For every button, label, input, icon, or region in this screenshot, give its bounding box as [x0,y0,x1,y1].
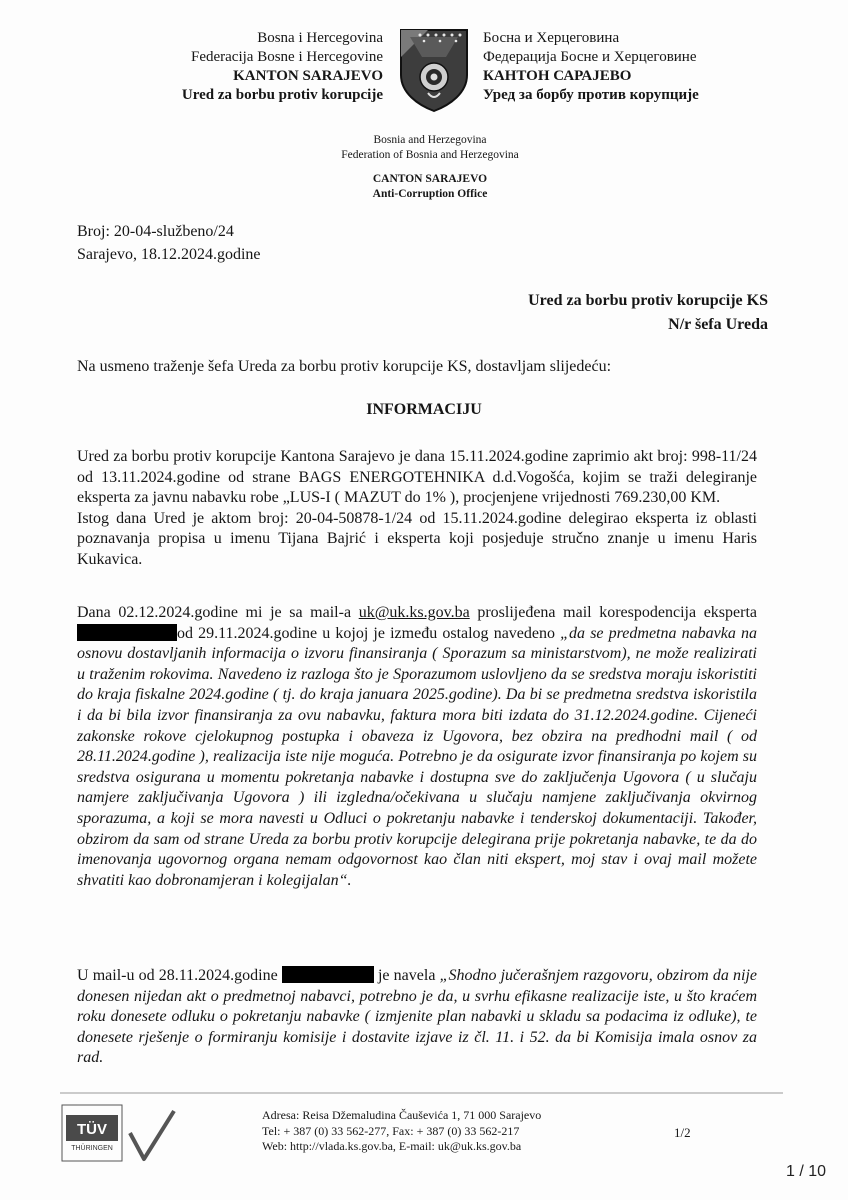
canton-coat-of-arms-icon [398,27,470,113]
viewer-page-indicator: 1 / 10 [785,1163,826,1180]
reference-number: Broj: 20-04-službeno/24 [77,223,234,240]
canton-name: KANTON SARAJEVO [233,68,383,84]
body-paragraphs-1 [77,447,757,571]
paragraph-previous-email [77,966,757,1069]
footer-phone: Tel: + 387 (0) 33 562-277, Fax: + 387 (0) 33 562-217 [262,1123,520,1138]
redacted-name-box [282,966,374,983]
svg-text:TÜV: TÜV [77,1121,107,1138]
footer-web: Web: http://vlada.ks.gov.ba, E-mail: uk@uk.ks.gov.ba [262,1139,522,1153]
office-name-english: Anti-Corruption Office [372,188,488,200]
footer-address: Adresa: Reisa Džemaludina Čauševića 1, 71 000 Sarajevo [262,1108,542,1122]
federation-name: Federacija Bosne i Hercegovine [190,49,383,65]
document-title: INFORMACIJU [366,401,482,418]
paragraph-lead: U mail-u od 28.11.2024.godine [77,967,282,984]
document-reference [77,220,261,266]
redacted-name-box [77,624,177,641]
paragraph-delegation: Istog dana Ured je aktom broj: 20-04-50878-1/24 od 15.11.2024.godine delegirao eksperta iz oblasti poznavanja propisa u imenu Tijana Bajrić i eksperta koji posjeduje stručno znanje u imenu Haris Kukavica. [77,509,757,568]
letterhead-english [250,133,610,202]
recipient-attention: N/r šefa Ureda [668,316,768,333]
federation-name-cyrillic: Федерација Босне и Херцеговине [483,49,697,65]
paragraph-email-forward [77,603,757,891]
intro-sentence: Na usmeno traženje šefa Ureda za borbu protiv korupcije KS, dostavljam slijedeću: [77,358,612,375]
paragraph-receipt: Ured za borbu protiv korupcije Kantona Sarajevo je dana 15.11.2024.godine zaprimio akt broj: 998-11/24 od 13.11.2024.godine od strane BAGS ENERGOTEHNIKA d.d.Vogošća, kojim se traži delegiranje eksperta za javnu nabavku robe „LUS-I ( MAZUT do 1% ), procjenjene vrijednosti 769.230,00 KM. [77,448,757,507]
paragraph-text: proslijeđena mail korespodencija eksperta [469,604,758,621]
quoted-email-text: „da se predmetna nabavka na osnovu dostavljanih informacija o izvoru finansiranja ( Sporazum sa ministarstvom), ne može realizirati u traženim rokovima. Navedeno iz razloga što je Sporazumom uslovljeno da se sredstva moraju iskoristiti do kraja fiskalne 2024.godine ( tj. do kraja januara 2025.godine). Da bi se predmetna sredstva iskoristila i da bi bila izvor finansiranja za ovu nabavku, faktura mora biti izdata do 31.12.2024.godine. Cijeneći zakonske rokove cjelokupnog postupka i obaveza iz Ugovora, bez obzira na predhodni mail ( od 28.11.2024.godine ), realizacija iste nije moguća. Potrebno je da osigurate izvor finansiranja po kojem su sredstva osigurana u momentu pokretanja nabavke i dostupna sve do zaključenja Ugovora ( u slučaju namjere zaključivanja Ugovora ) ili izgledna/očekivana u slučaju namjene zaključivanja okvirnog sporazuma, a koji se mora navesti u Odluci o pokretanju nabavke i tenderskoj dokumentaciji. Također, obzirom da sam od strane Ureda za borbu protiv korupcije delegirana prije pokretanja nabavke, te da do imenovanja ugovornog organa nemam odgovornost kao član niti ekspert, moj stav i ovaj mail možete shvatiti kao dobronamjeran i kolegijalan“. [77,624,757,889]
paragraph-lead: Dana 02.12.2024.godine mi je sa mail-a [77,604,359,621]
tuv-certification-logo-icon [60,1103,178,1165]
country-name-english: Bosnia and Herzegovina [373,134,487,146]
federation-name-english: Federation of Bosnia and Herzegovina [341,149,519,161]
recipient-office: Ured za borbu protiv korupcije KS [528,292,768,309]
canton-name-english: CANTON SARAJEVO [372,173,488,185]
recipient-block [528,289,768,337]
document-date: Sarajevo, 18.12.2024.godine [77,246,261,263]
paragraph-text: od 29.11.2024.godine u kojoj je između ostalog navedeno [177,624,561,642]
svg-text:THÜRINGEN: THÜRINGEN [71,1145,113,1152]
office-name: Ured za borbu protiv korupcije [181,87,383,103]
document-page-number: 1/2 [674,1125,691,1140]
canton-name-cyrillic: КАНТОН САРАЈЕВО [483,68,632,84]
email-link[interactable]: uk@uk.ks.gov.ba [358,604,470,621]
office-name-cyrillic: Уред за борбу против корупције [483,87,699,103]
paragraph-text: je navela [373,967,440,984]
footer-contact [262,1108,541,1155]
quoted-email-text: „Shodno jučerašnjem razgovoru, obzirom da nije donesen nijedan akt o predmetnoj nabavci, potrebno je da, u svrhu efikasne realizacije iste, u što kraćem roku donesete odluku o pokretanju nabavke ( izmjenite plan nabavki u skladu sa podacima iz odluke), te donesete rješenje o formiranju komisije i dostavite izjave iz čl. 11. i 52. da bi Komisija imala osnov za rad. [77,967,757,1067]
country-name-cyrillic: Босна и Херцеговина [483,30,620,46]
letterhead-cyrillic [483,29,783,105]
country-name: Bosna i Hercegovina [257,30,383,46]
letterhead-latin [60,29,383,105]
